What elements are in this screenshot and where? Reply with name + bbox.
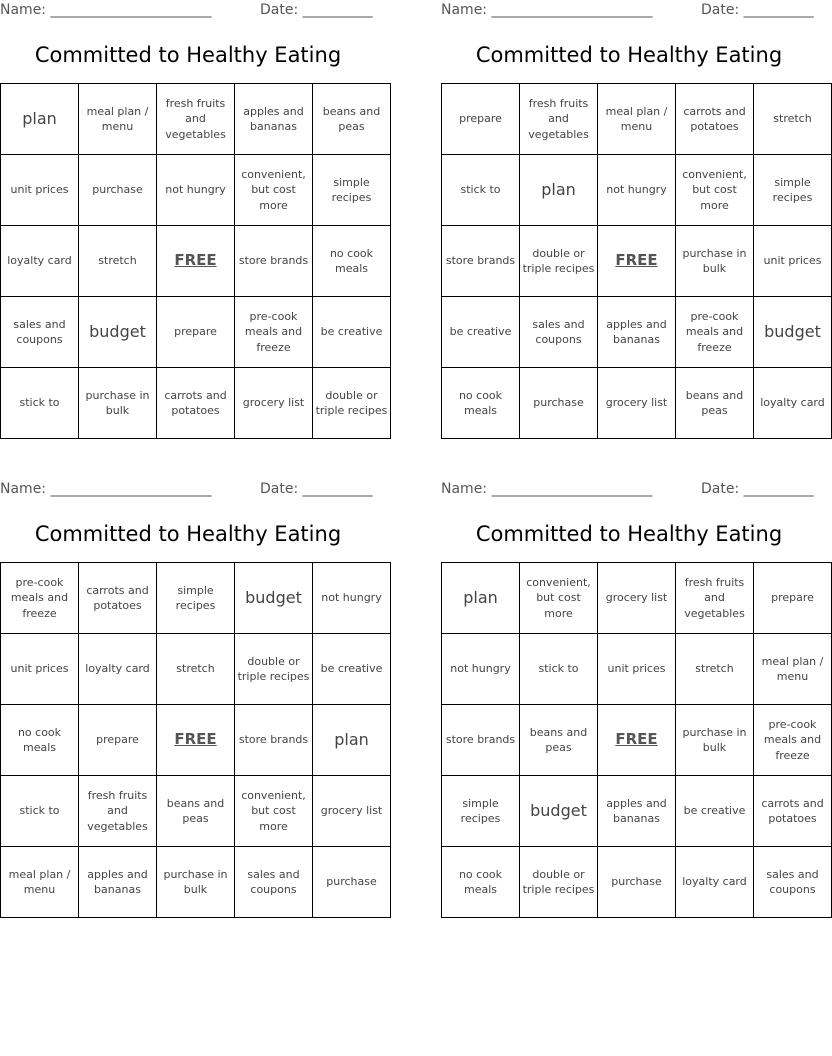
date-field[interactable]: Date: __________ bbox=[260, 2, 373, 18]
grid-cell: no cook meals bbox=[442, 847, 520, 918]
grid-cell: stick to bbox=[1, 776, 79, 847]
grid-cell: apples and bananas bbox=[235, 84, 313, 155]
grid-cell: double or triple recipes bbox=[520, 847, 598, 918]
date-field[interactable]: Date: __________ bbox=[701, 2, 814, 18]
grid-cell: pre-cook meals and freeze bbox=[235, 297, 313, 368]
grid-row bbox=[442, 847, 832, 918]
grid-cell: be creative bbox=[313, 297, 391, 368]
grid-cell: loyalty card bbox=[79, 634, 157, 705]
grid-row bbox=[442, 368, 832, 439]
grid-cell: stretch bbox=[79, 226, 157, 297]
date-field[interactable]: Date: __________ bbox=[701, 481, 814, 497]
bingo-grid bbox=[441, 83, 832, 439]
grid-row bbox=[1, 705, 391, 776]
grid-cell: meal plan / menu bbox=[1, 847, 79, 918]
grid-cell: apples and bananas bbox=[598, 297, 676, 368]
grid-cell: store brands bbox=[235, 705, 313, 776]
grid-row bbox=[442, 776, 832, 847]
grid-cell: convenient, but cost more bbox=[520, 563, 598, 634]
grid-cell: stretch bbox=[157, 634, 235, 705]
grid-cell: prepare bbox=[442, 84, 520, 155]
free-space: FREE bbox=[598, 226, 676, 297]
name-field[interactable]: Name: _______________________ bbox=[0, 481, 212, 497]
grid-cell: pre-cook meals and freeze bbox=[1, 563, 79, 634]
grid-cell: sales and coupons bbox=[754, 847, 832, 918]
grid-cell: no cook meals bbox=[442, 368, 520, 439]
grid-cell: double or triple recipes bbox=[520, 226, 598, 297]
grid-cell: not hungry bbox=[442, 634, 520, 705]
grid-cell: simple recipes bbox=[754, 155, 832, 226]
grid-cell: no cook meals bbox=[1, 705, 79, 776]
date-field[interactable]: Date: __________ bbox=[260, 481, 373, 497]
grid-cell: simple recipes bbox=[313, 155, 391, 226]
grid-cell: double or triple recipes bbox=[235, 634, 313, 705]
grid-cell: not hungry bbox=[313, 563, 391, 634]
name-date-line bbox=[0, 0, 376, 20]
grid-cell: purchase bbox=[79, 155, 157, 226]
grid-cell: plan bbox=[313, 705, 391, 776]
grid-row bbox=[1, 368, 391, 439]
bingo-grid bbox=[0, 562, 391, 918]
grid-row bbox=[442, 634, 832, 705]
grid-cell: stretch bbox=[754, 84, 832, 155]
bingo-grid bbox=[441, 562, 832, 918]
bingo-grid bbox=[0, 83, 391, 439]
grid-cell: plan bbox=[442, 563, 520, 634]
name-date-line bbox=[441, 479, 817, 499]
grid-cell: double or triple recipes bbox=[313, 368, 391, 439]
grid-cell: carrots and potatoes bbox=[676, 84, 754, 155]
name-date-line bbox=[0, 479, 376, 499]
grid-cell: stick to bbox=[1, 368, 79, 439]
grid-cell: prepare bbox=[754, 563, 832, 634]
grid-cell: budget bbox=[754, 297, 832, 368]
grid-row bbox=[1, 563, 391, 634]
grid-cell: meal plan / menu bbox=[754, 634, 832, 705]
grid-row bbox=[442, 705, 832, 776]
grid-row bbox=[1, 155, 391, 226]
grid-cell: unit prices bbox=[1, 634, 79, 705]
grid-cell: convenient, but cost more bbox=[235, 155, 313, 226]
grid-cell: unit prices bbox=[598, 634, 676, 705]
grid-cell: purchase in bulk bbox=[79, 368, 157, 439]
grid-cell: fresh fruits and vegetables bbox=[676, 563, 754, 634]
grid-cell: apples and bananas bbox=[79, 847, 157, 918]
grid-cell: unit prices bbox=[754, 226, 832, 297]
grid-cell: apples and bananas bbox=[598, 776, 676, 847]
grid-row bbox=[442, 297, 832, 368]
grid-cell: purchase bbox=[598, 847, 676, 918]
grid-cell: meal plan / menu bbox=[79, 84, 157, 155]
grid-cell: loyalty card bbox=[754, 368, 832, 439]
grid-cell: not hungry bbox=[157, 155, 235, 226]
grid-row bbox=[1, 776, 391, 847]
grid-row bbox=[442, 226, 832, 297]
grid-cell: stretch bbox=[676, 634, 754, 705]
grid-cell: budget bbox=[520, 776, 598, 847]
grid-cell: unit prices bbox=[1, 155, 79, 226]
card-title: Committed to Healthy Eating bbox=[34, 522, 342, 546]
name-field[interactable]: Name: _______________________ bbox=[441, 2, 653, 18]
grid-cell: fresh fruits and vegetables bbox=[520, 84, 598, 155]
grid-cell: pre-cook meals and freeze bbox=[676, 297, 754, 368]
grid-cell: be creative bbox=[442, 297, 520, 368]
grid-cell: purchase in bulk bbox=[676, 705, 754, 776]
grid-cell: no cook meals bbox=[313, 226, 391, 297]
card-title: Committed to Healthy Eating bbox=[34, 43, 342, 67]
grid-cell: not hungry bbox=[598, 155, 676, 226]
grid-cell: store brands bbox=[442, 705, 520, 776]
grid-cell: grocery list bbox=[598, 563, 676, 634]
grid-cell: beans and peas bbox=[676, 368, 754, 439]
grid-cell: grocery list bbox=[313, 776, 391, 847]
grid-row bbox=[442, 563, 832, 634]
grid-cell: purchase in bulk bbox=[676, 226, 754, 297]
grid-cell: fresh fruits and vegetables bbox=[79, 776, 157, 847]
grid-cell: meal plan / menu bbox=[598, 84, 676, 155]
grid-cell: plan bbox=[520, 155, 598, 226]
grid-cell: store brands bbox=[442, 226, 520, 297]
grid-cell: prepare bbox=[79, 705, 157, 776]
grid-cell: beans and peas bbox=[520, 705, 598, 776]
grid-row bbox=[442, 155, 832, 226]
grid-row bbox=[442, 84, 832, 155]
grid-cell: be creative bbox=[313, 634, 391, 705]
name-field[interactable]: Name: _______________________ bbox=[441, 481, 653, 497]
grid-cell: simple recipes bbox=[442, 776, 520, 847]
grid-cell: budget bbox=[235, 563, 313, 634]
grid-cell: simple recipes bbox=[157, 563, 235, 634]
grid-row bbox=[1, 297, 391, 368]
grid-cell: plan bbox=[1, 84, 79, 155]
grid-cell: loyalty card bbox=[676, 847, 754, 918]
card-title: Committed to Healthy Eating bbox=[475, 43, 783, 67]
grid-row bbox=[1, 847, 391, 918]
grid-cell: purchase bbox=[313, 847, 391, 918]
grid-cell: store brands bbox=[235, 226, 313, 297]
grid-row bbox=[1, 226, 391, 297]
grid-cell: carrots and potatoes bbox=[79, 563, 157, 634]
grid-cell: purchase bbox=[520, 368, 598, 439]
grid-cell: beans and peas bbox=[157, 776, 235, 847]
grid-cell: carrots and potatoes bbox=[157, 368, 235, 439]
grid-cell: carrots and potatoes bbox=[754, 776, 832, 847]
grid-cell: convenient, but cost more bbox=[235, 776, 313, 847]
free-space: FREE bbox=[157, 705, 235, 776]
grid-row bbox=[1, 84, 391, 155]
grid-cell: loyalty card bbox=[1, 226, 79, 297]
grid-cell: budget bbox=[79, 297, 157, 368]
grid-cell: stick to bbox=[520, 634, 598, 705]
grid-cell: grocery list bbox=[598, 368, 676, 439]
grid-cell: beans and peas bbox=[313, 84, 391, 155]
name-field[interactable]: Name: _______________________ bbox=[0, 2, 212, 18]
grid-cell: pre-cook meals and freeze bbox=[754, 705, 832, 776]
grid-cell: sales and coupons bbox=[235, 847, 313, 918]
card-title: Committed to Healthy Eating bbox=[475, 522, 783, 546]
grid-cell: sales and coupons bbox=[520, 297, 598, 368]
name-date-line bbox=[441, 0, 817, 20]
grid-cell: prepare bbox=[157, 297, 235, 368]
free-space: FREE bbox=[157, 226, 235, 297]
grid-cell: grocery list bbox=[235, 368, 313, 439]
grid-row bbox=[1, 634, 391, 705]
grid-cell: convenient, but cost more bbox=[676, 155, 754, 226]
grid-cell: stick to bbox=[442, 155, 520, 226]
grid-cell: fresh fruits and vegetables bbox=[157, 84, 235, 155]
grid-cell: be creative bbox=[676, 776, 754, 847]
grid-cell: sales and coupons bbox=[1, 297, 79, 368]
grid-cell: purchase in bulk bbox=[157, 847, 235, 918]
free-space: FREE bbox=[598, 705, 676, 776]
